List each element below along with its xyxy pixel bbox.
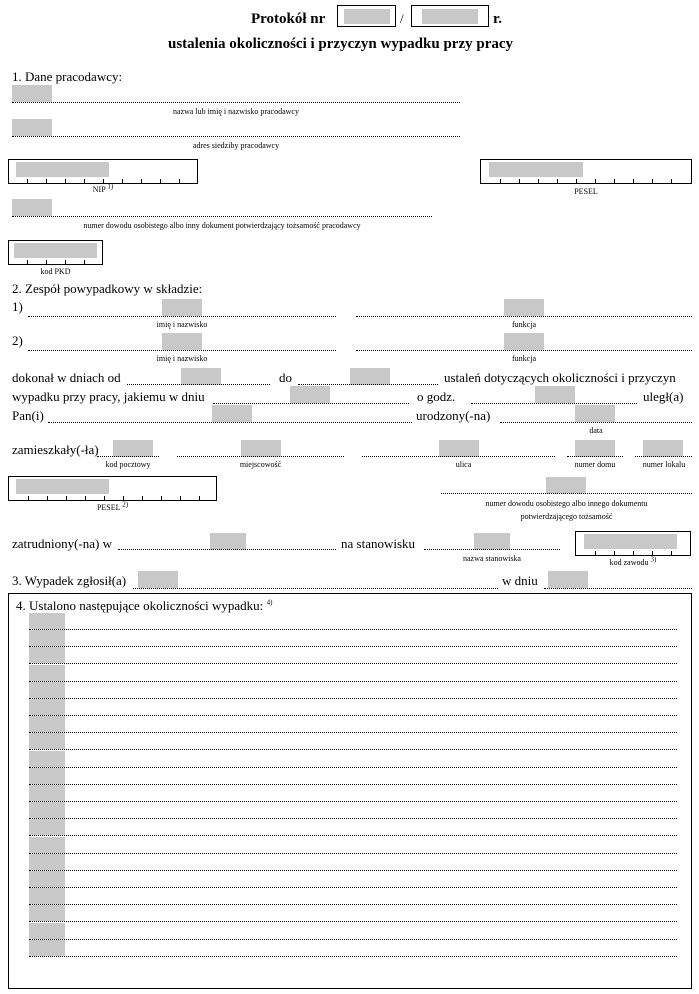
birth-date-caption: data	[589, 426, 603, 435]
suffered-label: uległ(a)	[643, 389, 684, 404]
mr-mrs-label: Pan(i)	[12, 408, 44, 423]
protocol-number-field[interactable]	[337, 5, 396, 27]
circumstances-line-field[interactable]	[29, 905, 65, 921]
victim-name-field[interactable]	[212, 405, 252, 422]
circumstances-line-field[interactable]	[29, 682, 65, 698]
circumstances-line-field[interactable]	[29, 613, 65, 629]
report-date-line	[544, 588, 692, 589]
member1-role-line	[356, 316, 692, 317]
circumstances-line-field[interactable]	[29, 716, 65, 732]
circumstances-box	[8, 593, 692, 989]
member1-name-caption: imię i nazwisko	[156, 320, 208, 329]
title-suffix: r.	[493, 11, 503, 27]
postal-code-caption: kod pocztowy	[105, 460, 151, 469]
circumstances-line	[29, 698, 677, 699]
employed-in-label: zatrudniony(-na) w	[12, 536, 112, 551]
circumstances-line-field[interactable]	[29, 888, 65, 904]
member1-role-caption: funkcja	[512, 320, 536, 329]
circumstances-line	[29, 887, 677, 888]
house-number-caption: numer domu	[574, 460, 616, 469]
circumstances-line-field[interactable]	[29, 665, 65, 681]
member2-name-caption: imię i nazwisko	[156, 354, 208, 363]
circumstances-line	[29, 939, 677, 940]
member1-number: 1)	[12, 299, 23, 314]
employer-workplace-field[interactable]	[210, 533, 246, 550]
reported-by-line	[133, 588, 498, 589]
member2-role-caption: funkcja	[512, 354, 536, 363]
circumstances-line	[29, 921, 677, 922]
employer-name-caption: nazwa lub imię i nazwisko pracodawcy	[173, 107, 299, 116]
postal-code-field[interactable]	[113, 440, 153, 457]
date-to-field[interactable]	[350, 368, 390, 385]
occupation-footnote: 3)	[650, 555, 657, 564]
circumstances-line	[29, 715, 677, 716]
circumstances-line-field[interactable]	[29, 940, 65, 956]
member2-name-line	[28, 350, 336, 351]
date-to-line	[298, 384, 438, 385]
residing-label: zamieszkały(-ła)	[12, 442, 99, 457]
victim-pesel-field[interactable]	[8, 476, 217, 501]
section1-heading: 1. Dane pracodawcy:	[12, 69, 123, 84]
victim-pesel-caption: PESEL $^{2)}$	[96, 500, 129, 512]
pkd-caption: kod PKD	[40, 267, 71, 276]
employer-pesel-caption: PESEL	[574, 187, 598, 196]
section4-heading: 4. Ustalono następujące okoliczności wypadku: $^{4)}$	[16, 598, 273, 613]
circumstances-line	[29, 956, 677, 957]
member2-role-line	[356, 350, 692, 351]
victim-name-line	[48, 422, 412, 423]
circumstances-line	[29, 767, 677, 768]
accident-date-line	[213, 403, 409, 404]
member1-name-line	[28, 316, 336, 317]
member2-number: 2)	[12, 333, 23, 348]
born-label: urodzony(-na)	[416, 408, 491, 423]
date-from-field[interactable]	[181, 368, 221, 385]
circumstances-line-field[interactable]	[29, 751, 65, 767]
circumstances-line-field[interactable]	[29, 837, 65, 853]
victim-id-field[interactable]	[546, 477, 586, 494]
employer-id-field[interactable]	[12, 199, 52, 216]
circumstances-line-field[interactable]	[29, 699, 65, 715]
circumstances-line	[29, 732, 677, 733]
nip-footnote: 1)	[107, 182, 114, 191]
member2-name-field[interactable]	[162, 333, 202, 350]
position-field[interactable]	[474, 533, 510, 550]
on-day-label: w dniu	[502, 573, 538, 588]
employer-name-field[interactable]	[12, 85, 52, 102]
employer-address-line	[12, 136, 460, 137]
circumstances-line-field[interactable]	[29, 647, 65, 663]
flat-number-caption: numer lokalu	[642, 460, 686, 469]
nip-caption: NIP $^{1)}$	[92, 182, 114, 194]
member1-role-field[interactable]	[504, 299, 544, 316]
postal-code-line	[97, 456, 159, 457]
house-number-field[interactable]	[575, 440, 615, 457]
employer-id-line	[12, 216, 432, 217]
circumstances-line	[29, 681, 677, 682]
circumstances-line	[29, 853, 677, 854]
date-from-line	[127, 384, 270, 385]
pkd-code-field[interactable]	[8, 240, 103, 265]
report-date-field[interactable]	[548, 571, 588, 588]
street-line	[362, 456, 555, 457]
circumstances-line	[29, 904, 677, 905]
performed-from-label: dokonał w dniach od	[12, 370, 121, 385]
circumstances-line	[29, 784, 677, 785]
employer-name-line	[12, 102, 460, 103]
position-caption: nazwa stanowiska	[463, 554, 521, 563]
at-position-label: na stanowisku	[341, 536, 416, 551]
employer-pesel-field[interactable]	[480, 159, 692, 184]
circumstances-line	[29, 646, 677, 647]
section2-heading: 2. Zespół powypadkowy w składzie:	[12, 281, 203, 296]
pesel-footnote: 2)	[122, 500, 129, 509]
circumstances-line-field[interactable]	[29, 923, 65, 939]
accident-date-field[interactable]	[290, 386, 330, 403]
circumstances-line-field[interactable]	[29, 819, 65, 835]
occupation-code-field[interactable]	[575, 531, 691, 556]
city-caption: miejscowość	[239, 460, 282, 469]
occupation-code-caption: kod zawodu $^{3)}$	[609, 555, 657, 567]
city-line	[177, 456, 344, 457]
circumstances-line-field[interactable]	[29, 785, 65, 801]
title-separator: /	[400, 11, 404, 26]
employer-id-caption: numer dowodu osobistego albo inny dokument potwierdzający tożsamość pracodawcy	[83, 221, 361, 230]
birth-date-line	[500, 422, 692, 423]
circumstances-line	[29, 663, 677, 664]
to-label: do	[279, 370, 292, 385]
circumstances-line	[29, 629, 677, 630]
victim-id-caption-2: potwierdzającego tożsamość	[520, 512, 613, 521]
birth-date-field[interactable]	[575, 405, 615, 422]
circumstances-line-field[interactable]	[29, 768, 65, 784]
circumstances-line-field[interactable]	[29, 802, 65, 818]
employer-address-caption: adres siedziby pracodawcy	[192, 141, 280, 150]
findings-label: ustaleń dotyczących okoliczności i przyczyn	[444, 370, 676, 385]
member1-name-field[interactable]	[162, 299, 202, 316]
member2-role-field[interactable]	[504, 333, 544, 350]
title-prefix: Protokół nr	[251, 11, 326, 27]
flat-number-line	[635, 456, 692, 457]
at-hour-label: o godz.	[417, 389, 456, 404]
protocol-year-field[interactable]	[411, 5, 489, 27]
street-caption: ulica	[455, 460, 472, 469]
nip-field[interactable]	[8, 159, 198, 184]
city-field[interactable]	[241, 440, 281, 457]
victim-id-caption-1: numer dowodu osobistego albo innego dokumentu	[485, 499, 648, 508]
circumstances-line-field[interactable]	[29, 630, 65, 646]
accident-label: wypadku przy pracy, jakiemu w dniu	[12, 389, 205, 404]
circumstances-line	[29, 801, 677, 802]
section3-heading: 3. Wypadek zgłosił(a)	[12, 573, 127, 588]
house-number-line	[567, 456, 623, 457]
employer-workplace-line	[118, 549, 336, 550]
circumstances-line	[29, 870, 677, 871]
circumstances-line-field[interactable]	[29, 854, 65, 870]
circumstances-line	[29, 749, 677, 750]
position-line	[424, 549, 560, 550]
accident-hour-field[interactable]	[535, 386, 575, 403]
section4-footnote: 4)	[266, 598, 273, 607]
flat-number-field[interactable]	[643, 440, 683, 457]
employer-address-field[interactable]	[12, 119, 52, 136]
page-subtitle: ustalenia okoliczności i przyczyn wypadku przy pracy	[168, 36, 514, 52]
circumstances-line	[29, 835, 677, 836]
circumstances-line	[29, 818, 677, 819]
circumstances-line-field[interactable]	[29, 871, 65, 887]
circumstances-line-field[interactable]	[29, 733, 65, 749]
victim-id-line	[441, 493, 692, 494]
accident-hour-line	[471, 403, 637, 404]
street-field[interactable]	[439, 440, 479, 457]
reported-by-field[interactable]	[138, 571, 178, 588]
